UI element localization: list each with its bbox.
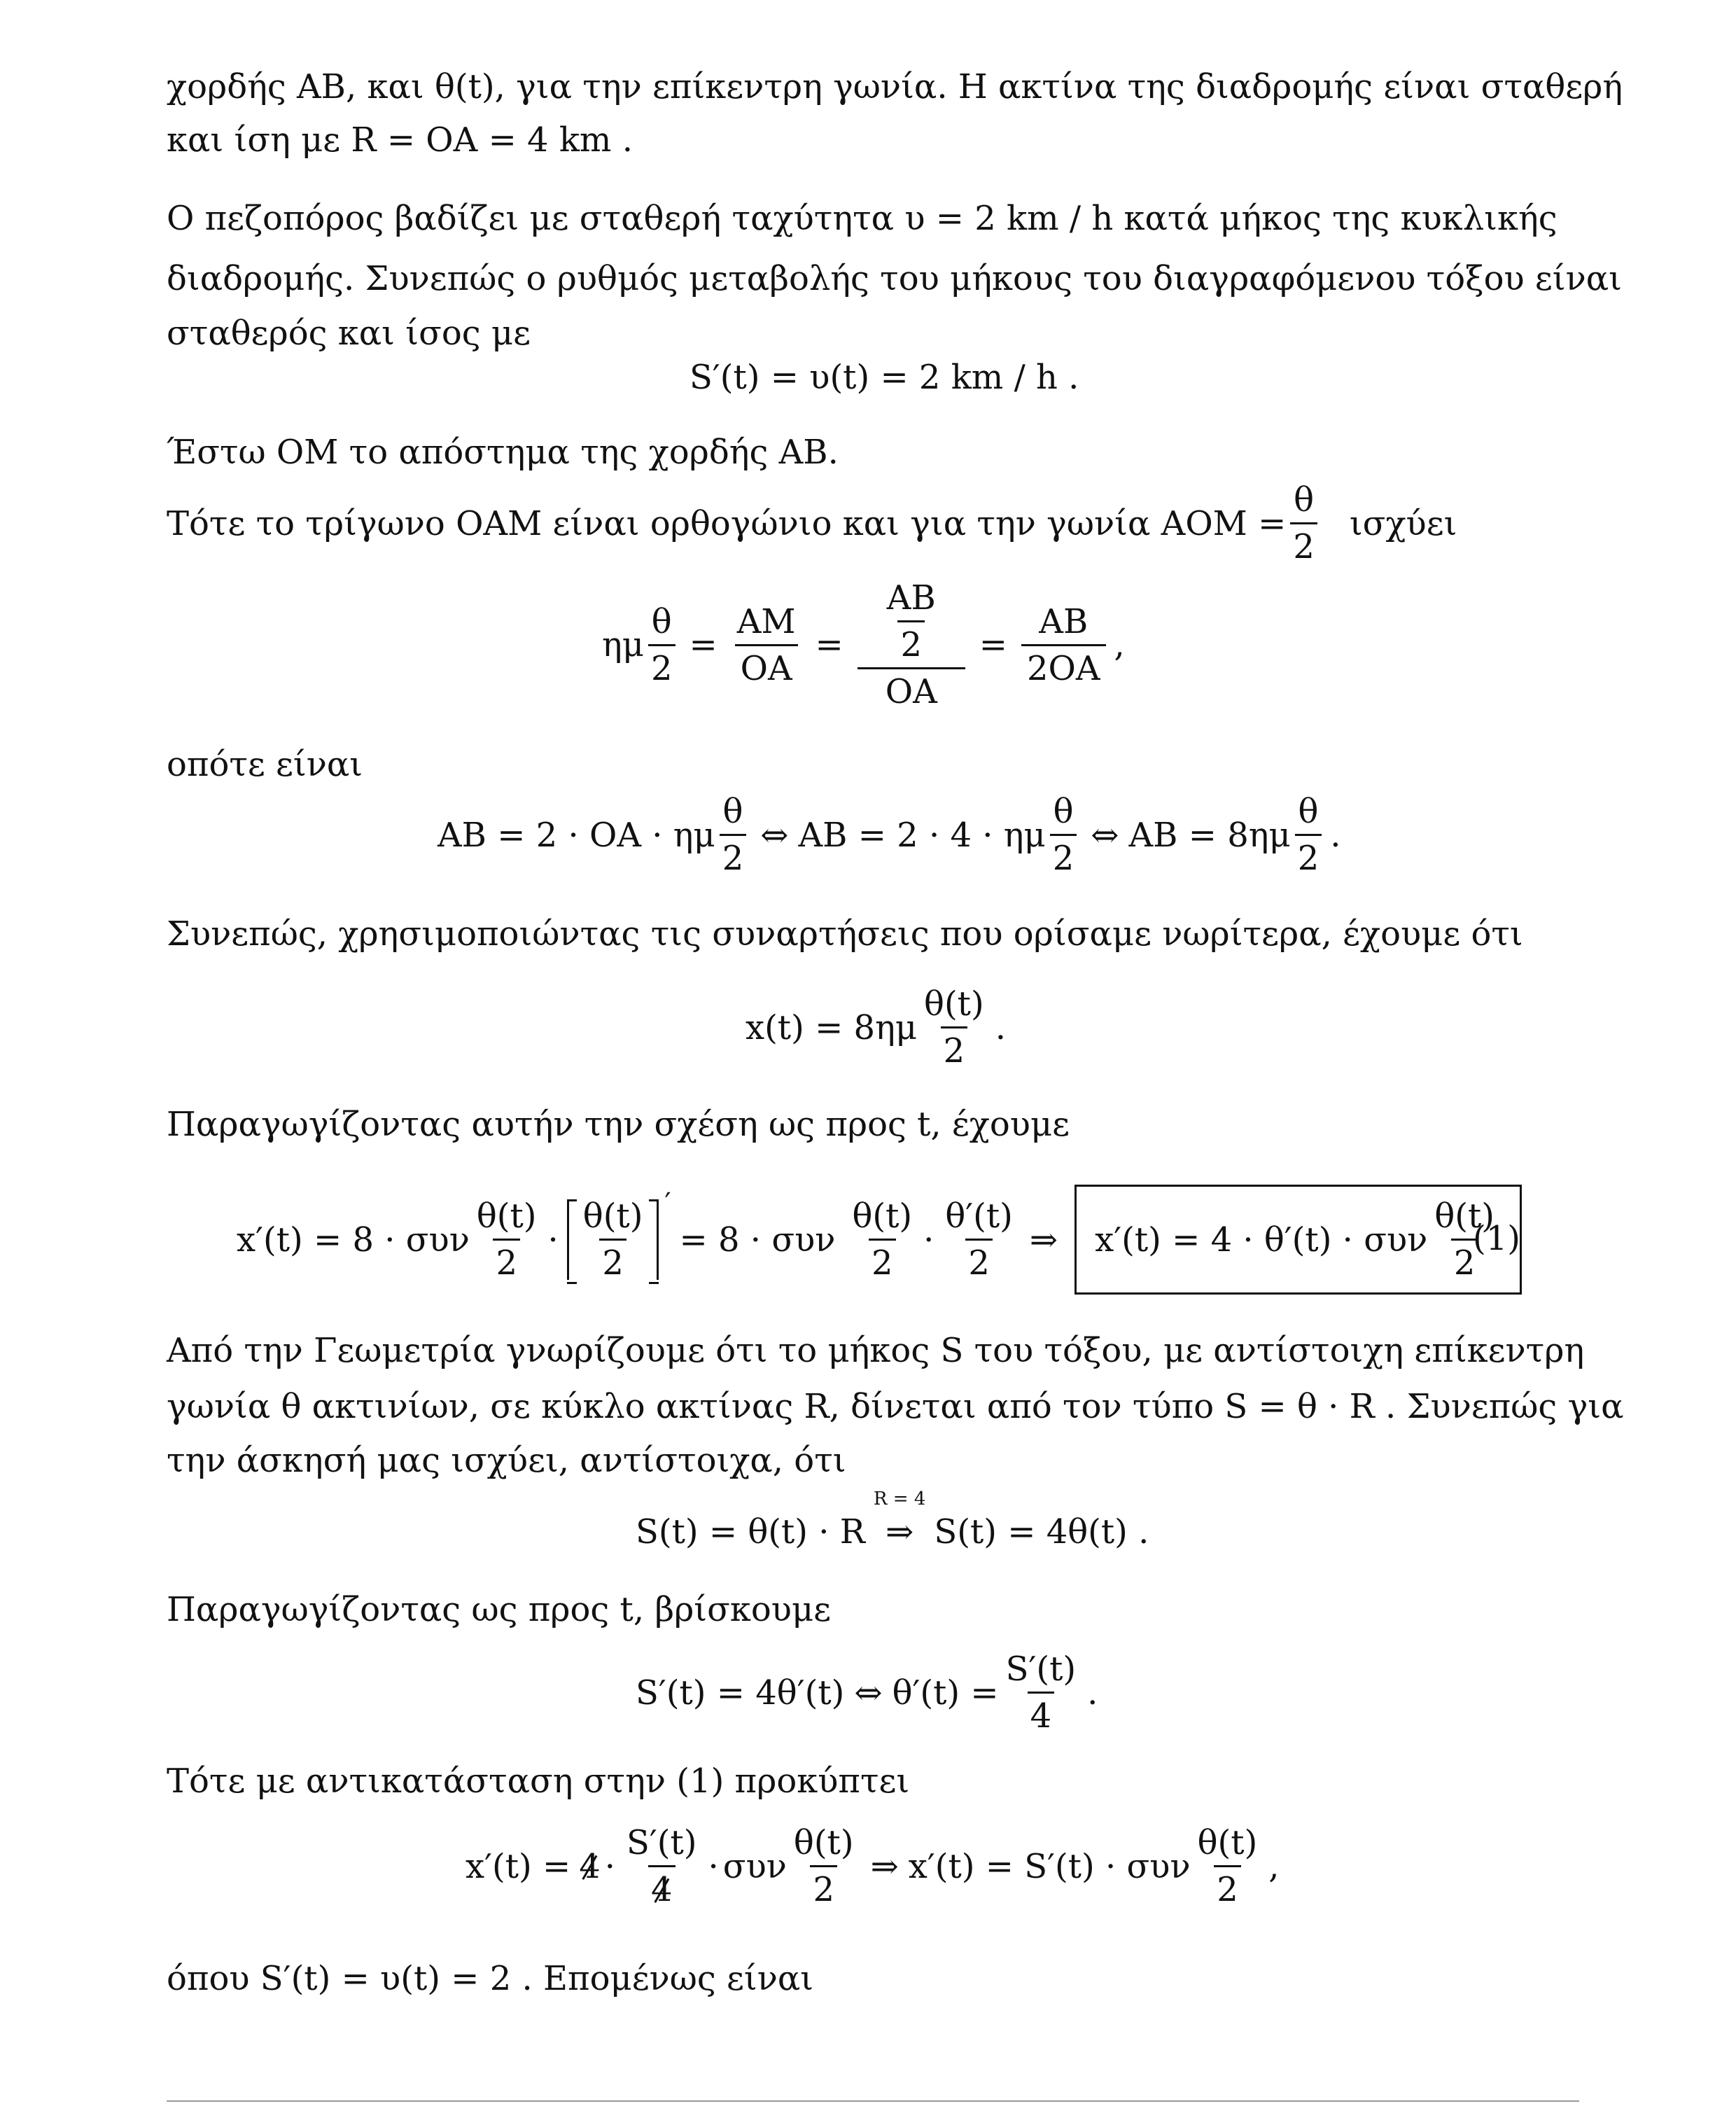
condition-label: R = 4 — [873, 1488, 926, 1509]
punctuation: , — [1268, 1846, 1280, 1886]
denominator: 2 — [1050, 834, 1077, 875]
fraction — [1295, 792, 1322, 878]
text-segment: Τότε το τρίγωνο ΟΑΜ είναι ορθογώνιο και για την γωνία ΑΟΜ = — [167, 503, 1287, 543]
fraction — [474, 1197, 540, 1283]
numerator: ΑΜ — [736, 601, 796, 641]
implies-with-condition — [865, 1490, 934, 1549]
denominator: 2 — [648, 644, 676, 685]
denominator: 2 — [1451, 1239, 1478, 1280]
expression: ΑΒ = 8ημ — [1128, 815, 1291, 855]
text-line: οπότε είναι — [167, 745, 363, 784]
numerator: S′(t) — [1005, 1650, 1077, 1689]
numerator: θ — [722, 792, 743, 831]
fraction — [648, 601, 676, 688]
func-label: συν — [722, 1846, 787, 1886]
expression: x(t) = 8ημ — [746, 1007, 918, 1047]
operator: = — [689, 625, 718, 664]
bracket-group — [567, 1197, 659, 1283]
prime-mark: ′ — [664, 1187, 671, 1220]
operator: · — [547, 1220, 559, 1260]
denominator: ΟΑ — [735, 644, 798, 685]
operator: ⇔ — [1091, 815, 1119, 855]
equation-arc-length — [636, 1490, 1149, 1549]
operator: = — [815, 625, 844, 664]
expression: = 8 · συν — [679, 1220, 836, 1260]
cancelled-factor: 4 — [579, 1846, 601, 1886]
text-line: χορδής ΑΒ, και θ(t), για την επίκεντρη γωνία. Η ακτίνα της διαδρομής είναι σταθερή — [167, 67, 1623, 106]
footer-rule — [167, 2100, 1579, 2102]
numerator: θ(t) — [1197, 1823, 1258, 1862]
operator: ⇔ — [760, 815, 789, 855]
fraction — [1021, 601, 1106, 688]
numerator: θ — [651, 601, 672, 641]
operator: · — [923, 1220, 934, 1260]
numerator: θ(t) — [793, 1823, 854, 1862]
text-line: Παραγωγίζοντας ως προς t, βρίσκουμε — [167, 1590, 832, 1629]
fraction — [580, 1197, 646, 1283]
fraction — [1050, 792, 1077, 878]
denominator: 2 — [1290, 522, 1317, 564]
fraction — [942, 1197, 1016, 1283]
cancelled-factor: 4 — [650, 1870, 673, 1909]
numerator: ΑΒ — [886, 578, 936, 618]
denominator — [648, 1865, 676, 1909]
numerator — [878, 578, 944, 667]
text-line: σταθερός και ίσος με — [167, 314, 531, 353]
text-line: Από την Γεωμετρία γνωρίζουμε ότι το μήκος S του τόξου, με αντίστοιχη επίκεντρη — [167, 1331, 1585, 1370]
operator: · — [604, 1846, 615, 1886]
denominator: ΟΑ — [858, 667, 965, 709]
equation-sine-half-angle — [602, 578, 1129, 711]
denominator: 2 — [1295, 834, 1322, 875]
text-line: όπου S′(t) = υ(t) = 2 . Επομένως είναι — [167, 1959, 814, 1998]
operator: = — [979, 625, 1007, 664]
denominator: 2 — [810, 1865, 837, 1906]
text-line: Παραγωγίζοντας αυτήν την σχέση ως προς t, έχουμε — [167, 1105, 1070, 1144]
numerator: θ — [1053, 792, 1074, 831]
denominator: 2 — [599, 1239, 626, 1280]
operator: ⇒ — [870, 1846, 899, 1886]
operator: ⇒ — [886, 1512, 914, 1551]
denominator: 2 — [493, 1239, 520, 1280]
fraction — [921, 984, 987, 1071]
denominator: 2ΟΑ — [1021, 644, 1106, 685]
numerator: θ(t) — [852, 1197, 913, 1236]
text-line: και ίση με R = OA = 4 km . — [167, 120, 633, 160]
equation-derivative — [237, 1185, 1522, 1295]
expression: S′(t) = 4θ′(t) — [636, 1673, 845, 1713]
text-segment: ισχύει — [1349, 503, 1457, 543]
boxed-result — [1074, 1185, 1522, 1295]
numerator: θ(t) — [924, 984, 984, 1024]
punctuation: . — [1087, 1673, 1098, 1713]
numerator: θ(t) — [582, 1197, 643, 1236]
denominator: 4 — [1028, 1692, 1055, 1733]
equation-speed: S′(t) = υ(t) = 2 km / h . — [690, 358, 1079, 397]
text-line: Τότε με αντικατάσταση στην (1) προκύπτει — [167, 1762, 910, 1801]
expression: S(t) = θ(t) · R — [636, 1512, 865, 1551]
text-line-angle — [167, 480, 1457, 566]
func-label: ημ — [602, 625, 644, 664]
denominator: 2 — [869, 1239, 896, 1280]
punctuation: . — [1330, 815, 1341, 855]
fraction — [720, 792, 747, 878]
equation-substitution — [465, 1823, 1284, 1909]
numerator: θ(t) — [1434, 1197, 1494, 1236]
numerator: S′(t) — [626, 1823, 697, 1862]
text-line: Ο πεζοπόρος βαδίζει με σταθερή ταχύτητα υ = 2 km / h κατά μήκος της κυκλικής — [167, 199, 1558, 238]
expression: ΑΒ = 2 · 4 · ημ — [798, 815, 1046, 855]
fraction — [884, 578, 939, 664]
numerator: ΑΒ — [1039, 601, 1088, 641]
expression: x′(t) = 8 · συν — [237, 1220, 470, 1260]
denominator: 2 — [897, 620, 925, 662]
fraction-compound — [858, 578, 965, 711]
text-line: την άσκησή μας ισχύει, αντίστοιχα, ότι — [167, 1441, 846, 1480]
text-line: γωνία θ ακτινίων, σε κύκλο ακτίνας R, δίνεται από τον τύπο S = θ · R . Συνεπώς για — [167, 1387, 1624, 1426]
expression: θ′(t) = — [892, 1673, 999, 1713]
expression: x′(t) = — [465, 1846, 571, 1886]
text-line: Συνεπώς, χρησιμοποιώντας τις συναρτήσεις που ορίσαμε νωρίτερα, έχουμε ότι — [167, 914, 1523, 954]
text-line: διαδρομής. Συνεπώς ο ρυθμός μεταβολής του μήκους του διαγραφόμενου τόξου είναι — [167, 259, 1622, 298]
numerator: θ(t) — [476, 1197, 537, 1236]
equation-theta-prime — [636, 1650, 1102, 1736]
fraction — [624, 1823, 700, 1909]
denominator: 2 — [1214, 1865, 1241, 1906]
numerator: θ — [1298, 792, 1319, 831]
fraction — [849, 1197, 915, 1283]
operator: ⇔ — [854, 1673, 883, 1713]
expression: x′(t) = 4 · θ′(t) · συν — [1095, 1220, 1428, 1260]
punctuation: , — [1114, 625, 1125, 664]
fraction — [791, 1823, 857, 1909]
expression: ΑΒ = 2 · ΟΑ · ημ — [438, 815, 715, 855]
fraction — [1195, 1823, 1261, 1909]
expression: S(t) = 4θ(t) . — [934, 1512, 1149, 1551]
punctuation: . — [995, 1007, 1006, 1047]
fraction — [1003, 1650, 1079, 1736]
equation-x-of-t — [746, 984, 1010, 1071]
fraction-theta-over-2 — [1290, 480, 1317, 566]
numerator: θ′(t) — [945, 1197, 1013, 1236]
numerator: θ — [1294, 480, 1315, 519]
denominator: 2 — [720, 834, 747, 875]
fraction — [732, 601, 802, 688]
text-line: Έστω ΟΜ το απόστημα της χορδής ΑΒ. — [167, 433, 839, 472]
denominator: 2 — [965, 1239, 993, 1280]
operator: ⇒ — [1029, 1220, 1058, 1260]
operator: · — [708, 1846, 719, 1886]
equation-number: (1) — [1473, 1219, 1520, 1258]
equation-chord-length — [438, 792, 1345, 878]
expression: x′(t) = S′(t) · συν — [908, 1846, 1191, 1886]
denominator: 2 — [941, 1026, 968, 1068]
